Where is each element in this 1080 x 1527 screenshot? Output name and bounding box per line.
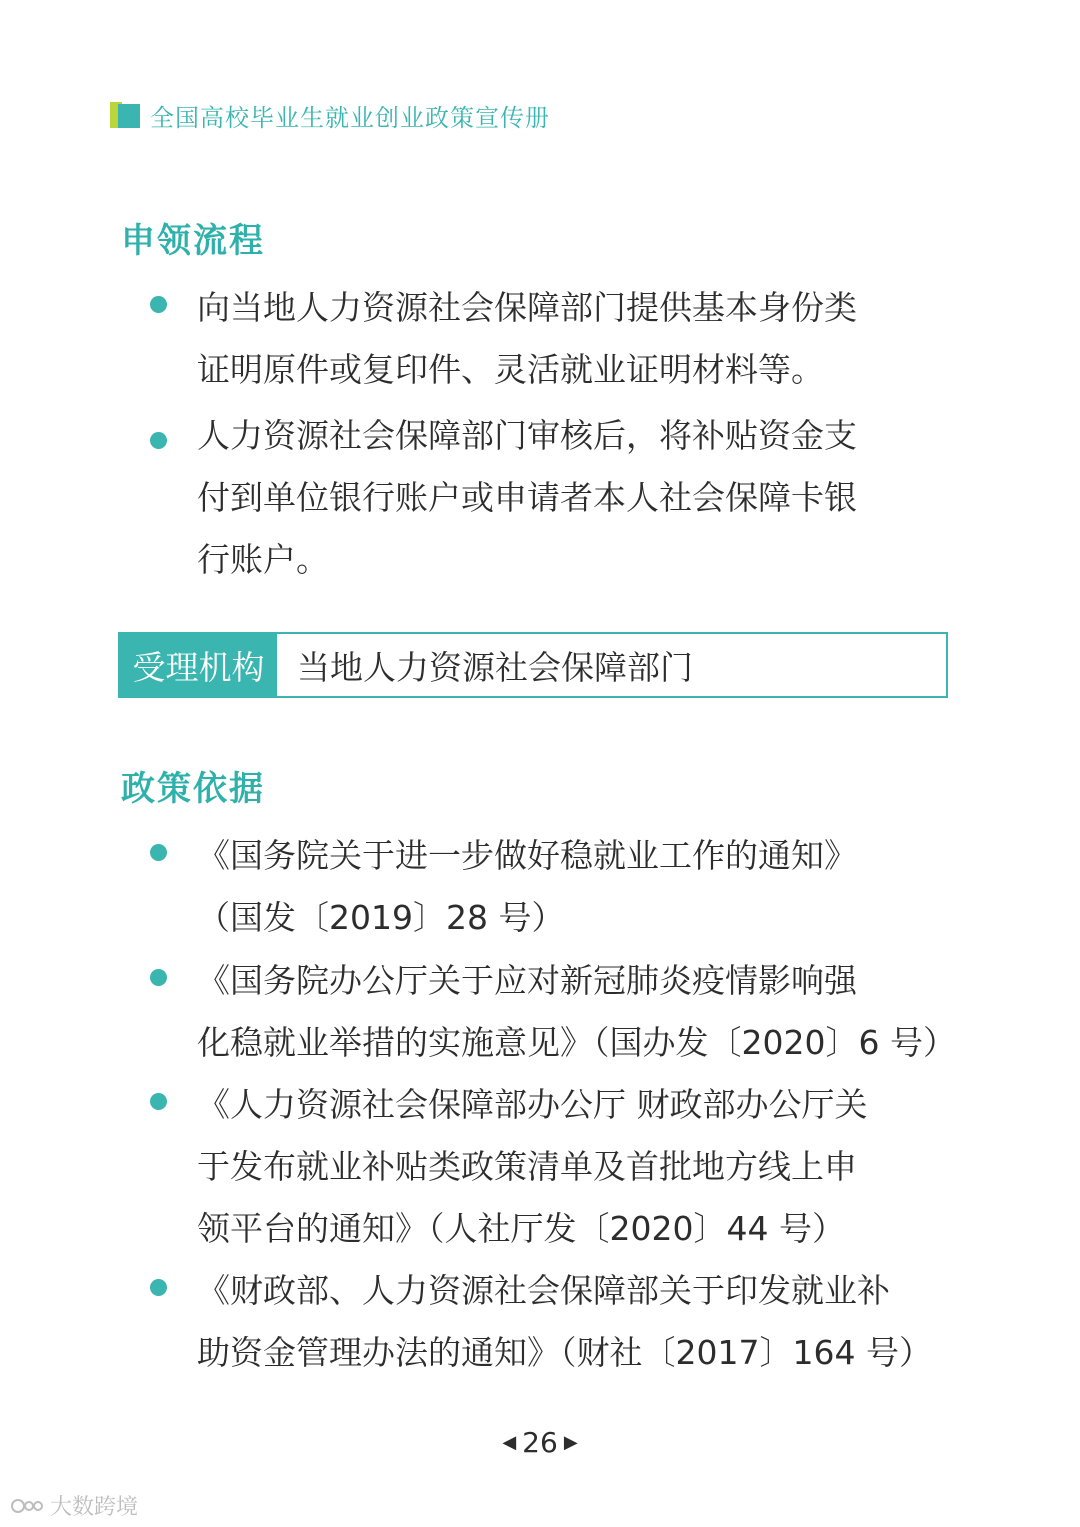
bullet-dot-icon: [150, 432, 167, 449]
item-line: 《国务院办公厅关于应对新冠肺炎疫情影响强: [197, 961, 857, 1000]
page-number-value: 26: [522, 1426, 558, 1459]
office-info-box: [118, 632, 948, 698]
section-title-apply-process: 申领流程: [121, 221, 265, 261]
bullet-dot-icon: [150, 844, 167, 861]
bullet-dot-icon: [150, 1093, 167, 1110]
item-line: 人力资源社会保障部门审核后，将补贴资金支: [197, 416, 857, 455]
office-value: 当地人力资源社会保障部门: [297, 647, 693, 687]
item-line: 付到单位银行账户或申请者本人社会保障卡银: [197, 478, 857, 517]
item-line: 领平台的通知》（人社厅发〔2020〕44 号）: [197, 1209, 845, 1248]
office-label: 受理机构: [120, 634, 277, 696]
item-line: 行账户。: [197, 540, 329, 579]
triangle-right-icon: ▶: [563, 1432, 578, 1453]
header-square-icon: [110, 100, 140, 130]
item-line: 《人力资源社会保障部办公厅 财政部办公厅关: [197, 1085, 868, 1124]
item-line: 于发布就业补贴类政策清单及首批地方线上申: [197, 1147, 857, 1186]
item-line: 《财政部、人力资源社会保障部关于印发就业补: [197, 1271, 890, 1310]
item-line: 证明原件或复印件、灵活就业证明材料等。: [197, 350, 824, 389]
header-title: 全国高校毕业生就业创业政策宣传册: [150, 103, 550, 132]
bullet-dot-icon: [150, 969, 167, 986]
item-line: 向当地人力资源社会保障部门提供基本身份类: [197, 288, 857, 327]
item-line: 《国务院关于进一步做好稳就业工作的通知》: [197, 836, 857, 875]
page-header: [110, 98, 550, 132]
bullet-dot-icon: [150, 1279, 167, 1296]
watermark: [10, 1490, 138, 1521]
watermark-text: 大数跨境: [50, 1495, 139, 1520]
item-line: 助资金管理办法的通知》（财社〔2017〕164 号）: [197, 1333, 932, 1372]
page-number: [0, 1426, 1080, 1459]
watermark-logo-icon: [10, 1496, 44, 1516]
bullet-dot-icon: [150, 296, 167, 313]
item-line: （国发〔2019〕28 号）: [197, 898, 565, 937]
section-title-policy-basis: 政策依据: [121, 769, 265, 809]
triangle-left-icon: ◀: [502, 1432, 517, 1453]
item-line: 化稳就业举措的实施意见》（国办发〔2020〕6 号）: [197, 1023, 956, 1062]
